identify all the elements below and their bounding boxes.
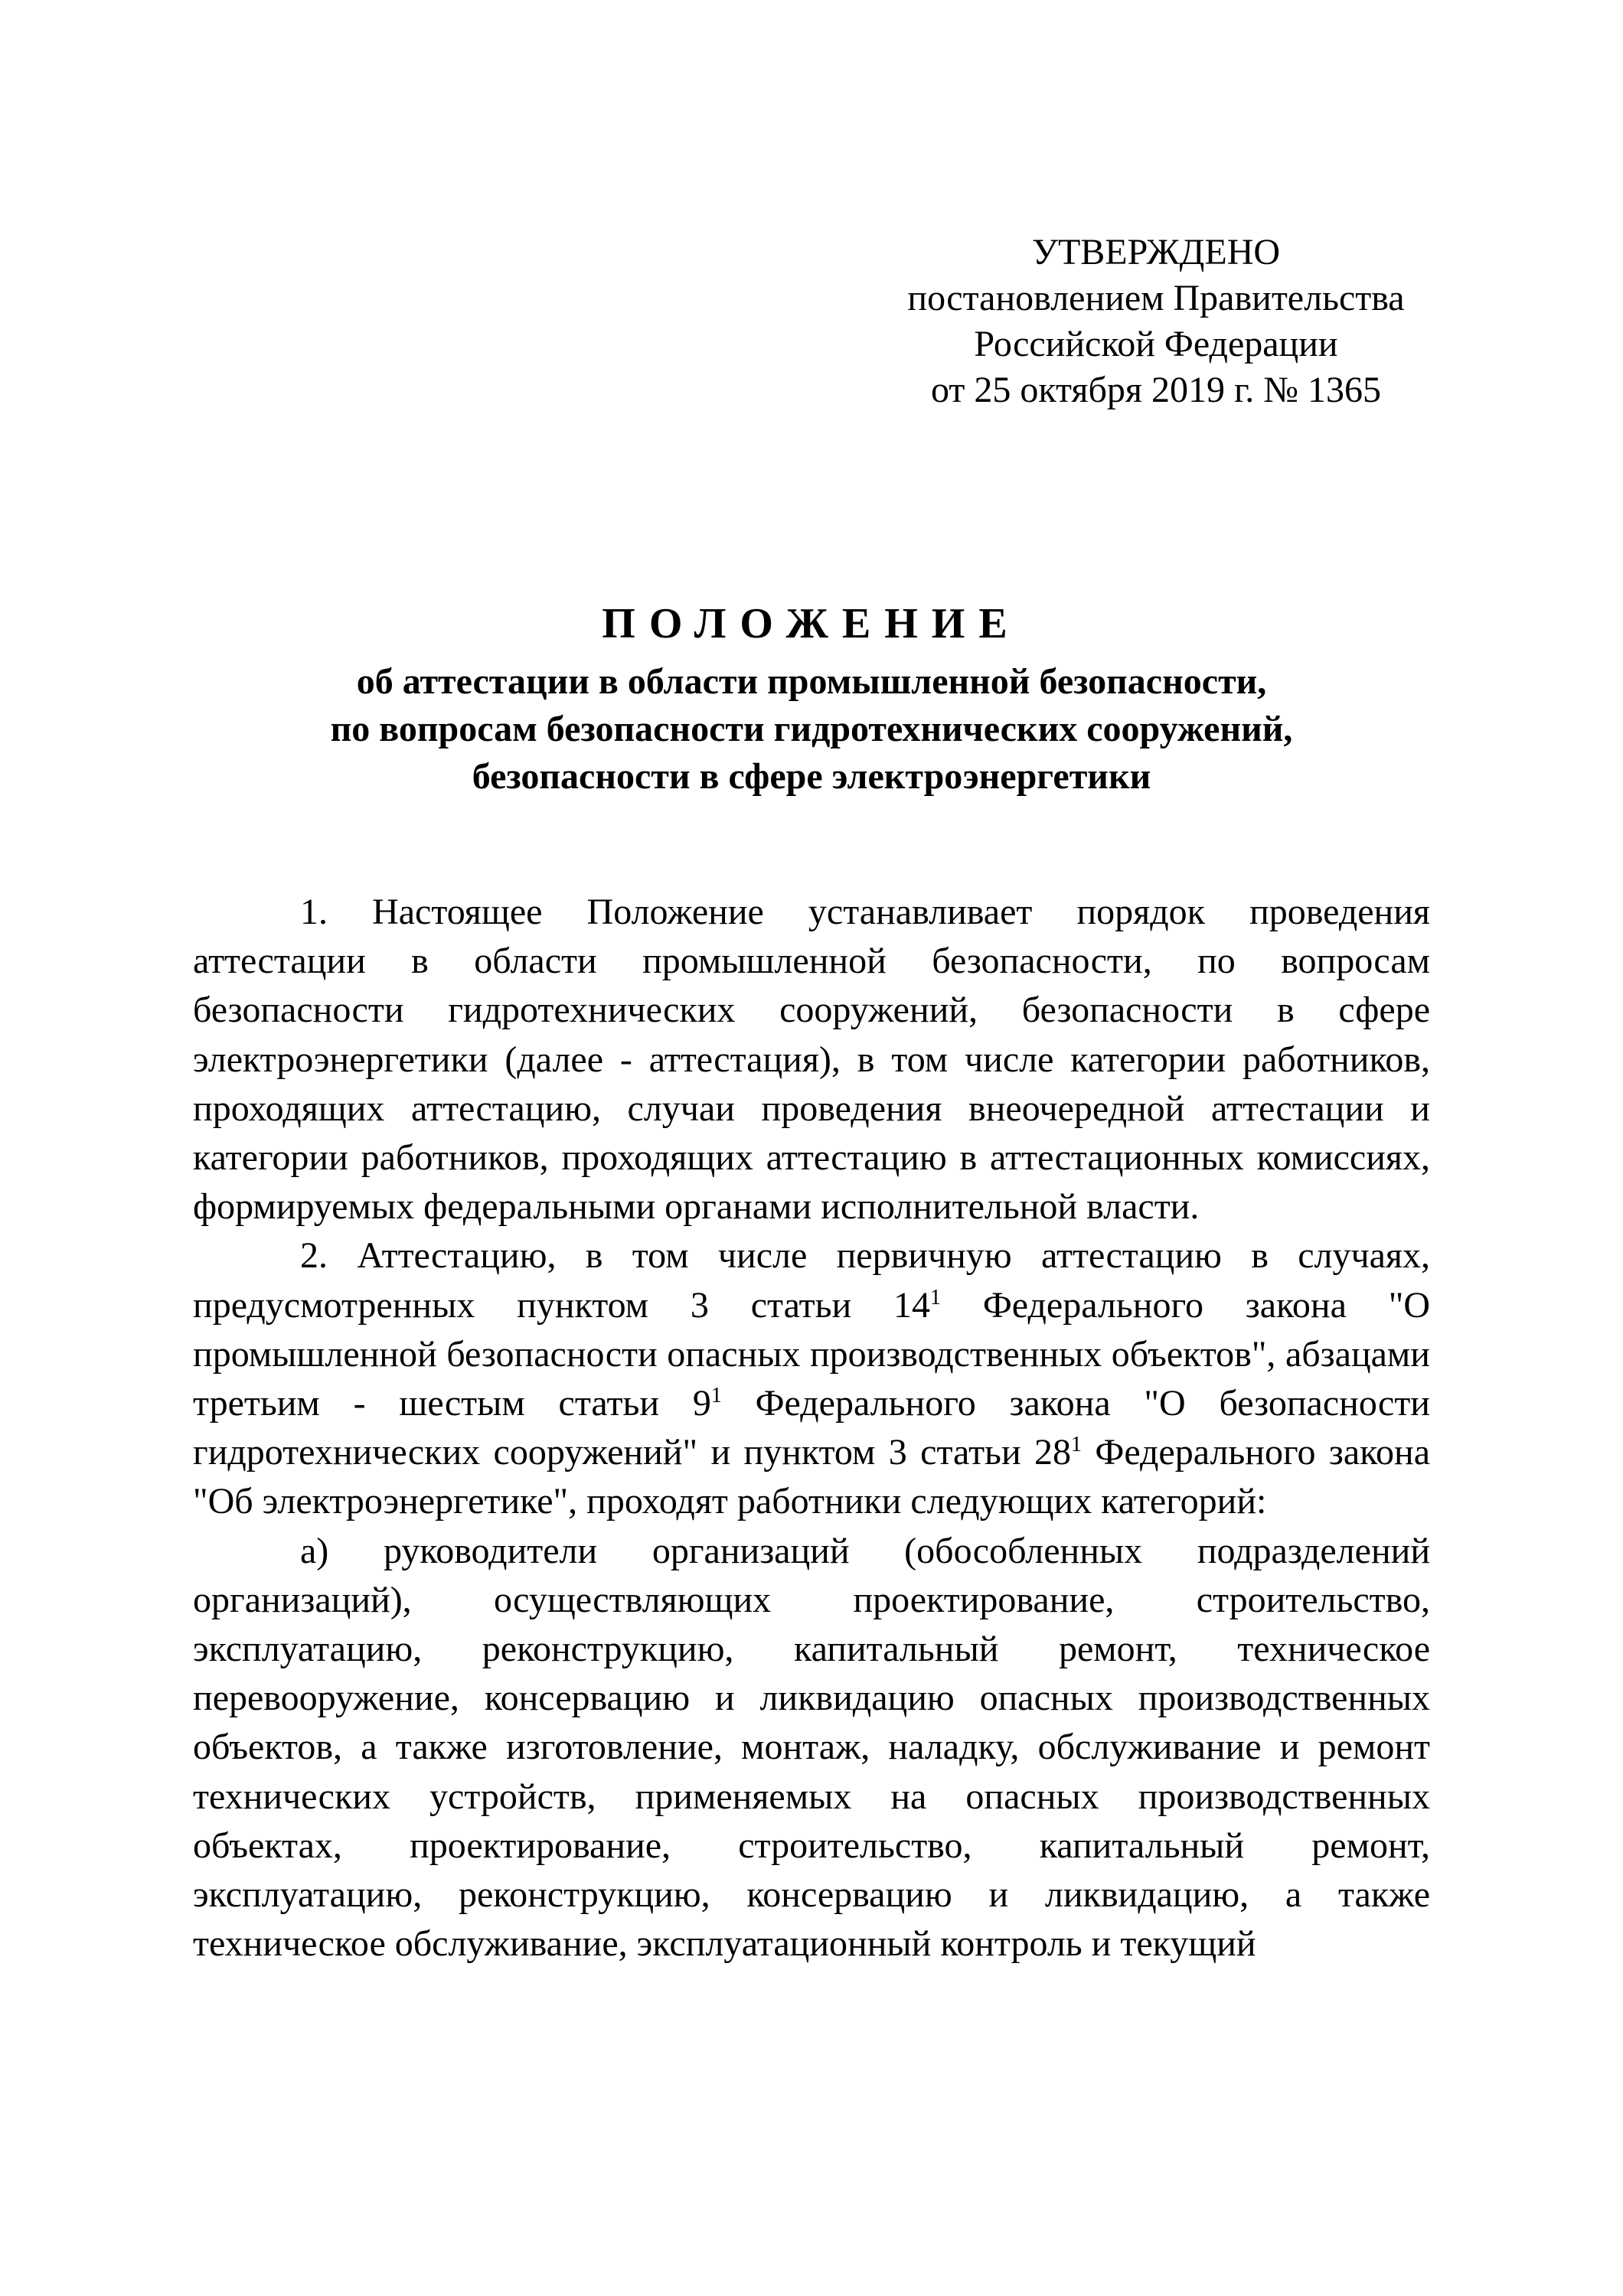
superscript-article-14: 1 [930,1285,942,1309]
paragraph-2-part-a: 2. Аттестацию, в том числе первичную аттестацию в случаях, предусмотренных пунктом 3 статьи 14 [193,1235,1430,1326]
superscript-article-9: 1 [710,1384,722,1408]
paragraph-1: 1. Настоящее Положение устанавливает порядок проведения аттестации в области промышленной безопасности, по вопросам безопасности гидротехнических сооружений, безопасности в сфере электроэнергетики (далее - аттестация), в том числе категории работников, проходящих аттестацию, случаи проведения внеочередной аттестации и категории работников, проходящих аттестацию в аттестационных комиссиях, формируемых федеральными органами исполнительной власти. [193,892,1430,1228]
document-title-block [153,597,1470,801]
document-heading: ПОЛОЖЕНИЕ [602,600,1021,647]
paragraph-2-part-b: Федерального закона "О промышленной безопасности опасных производственных объектов", абзацами третьим - шестым статьи 9 [193,1284,1431,1424]
approval-status: УТВЕРЖДЕНО [1031,232,1281,272]
document-subtitle-line-2: по вопросам безопасности гидротехнических сооружений, [330,709,1293,749]
document-subtitle-line-3: безопасности в сфере электроэнергетики [472,756,1151,797]
paragraph-2-part-c: Федерального закона "О безопасности гидротехнических сооружений" и пунктом 3 статьи 28 [193,1383,1430,1473]
approval-date-number: от 25 октября 2019 г. № 1365 [930,370,1382,410]
document-body [193,888,1430,1968]
approval-authority-line: Российской Федерации [974,324,1338,364]
paragraph-2a: а) руководители организаций (обособленных подразделений организаций), осуществляющих проектирование, строительство, эксплуатацию, реконструкцию, капитальный ремонт, техническое перевооружение, консервацию и ликвидацию опасных производственных объектов, а также изготовление, монтаж, наладку, обслуживание и ремонт технических устройств, применяемых на опасных производственных объектах, проектирование, строительство, капитальный ремонт, эксплуатацию, реконструкцию, консервацию и ликвидацию, а также техническое обслуживание, эксплуатационный контроль и текущий [193,1530,1430,1965]
paragraph-2-part-d: Федерального закона "Об электроэнергетике", проходят работники следующих категорий: [193,1432,1430,1522]
approval-decree-line: постановлением Правительства [907,278,1405,318]
document-subtitle-line-1: об аттестации в области промышленной безопасности, [356,661,1267,702]
paragraph-2 [193,1231,1430,1526]
superscript-article-28: 1 [1071,1433,1083,1457]
approval-stamp-block [888,230,1424,413]
